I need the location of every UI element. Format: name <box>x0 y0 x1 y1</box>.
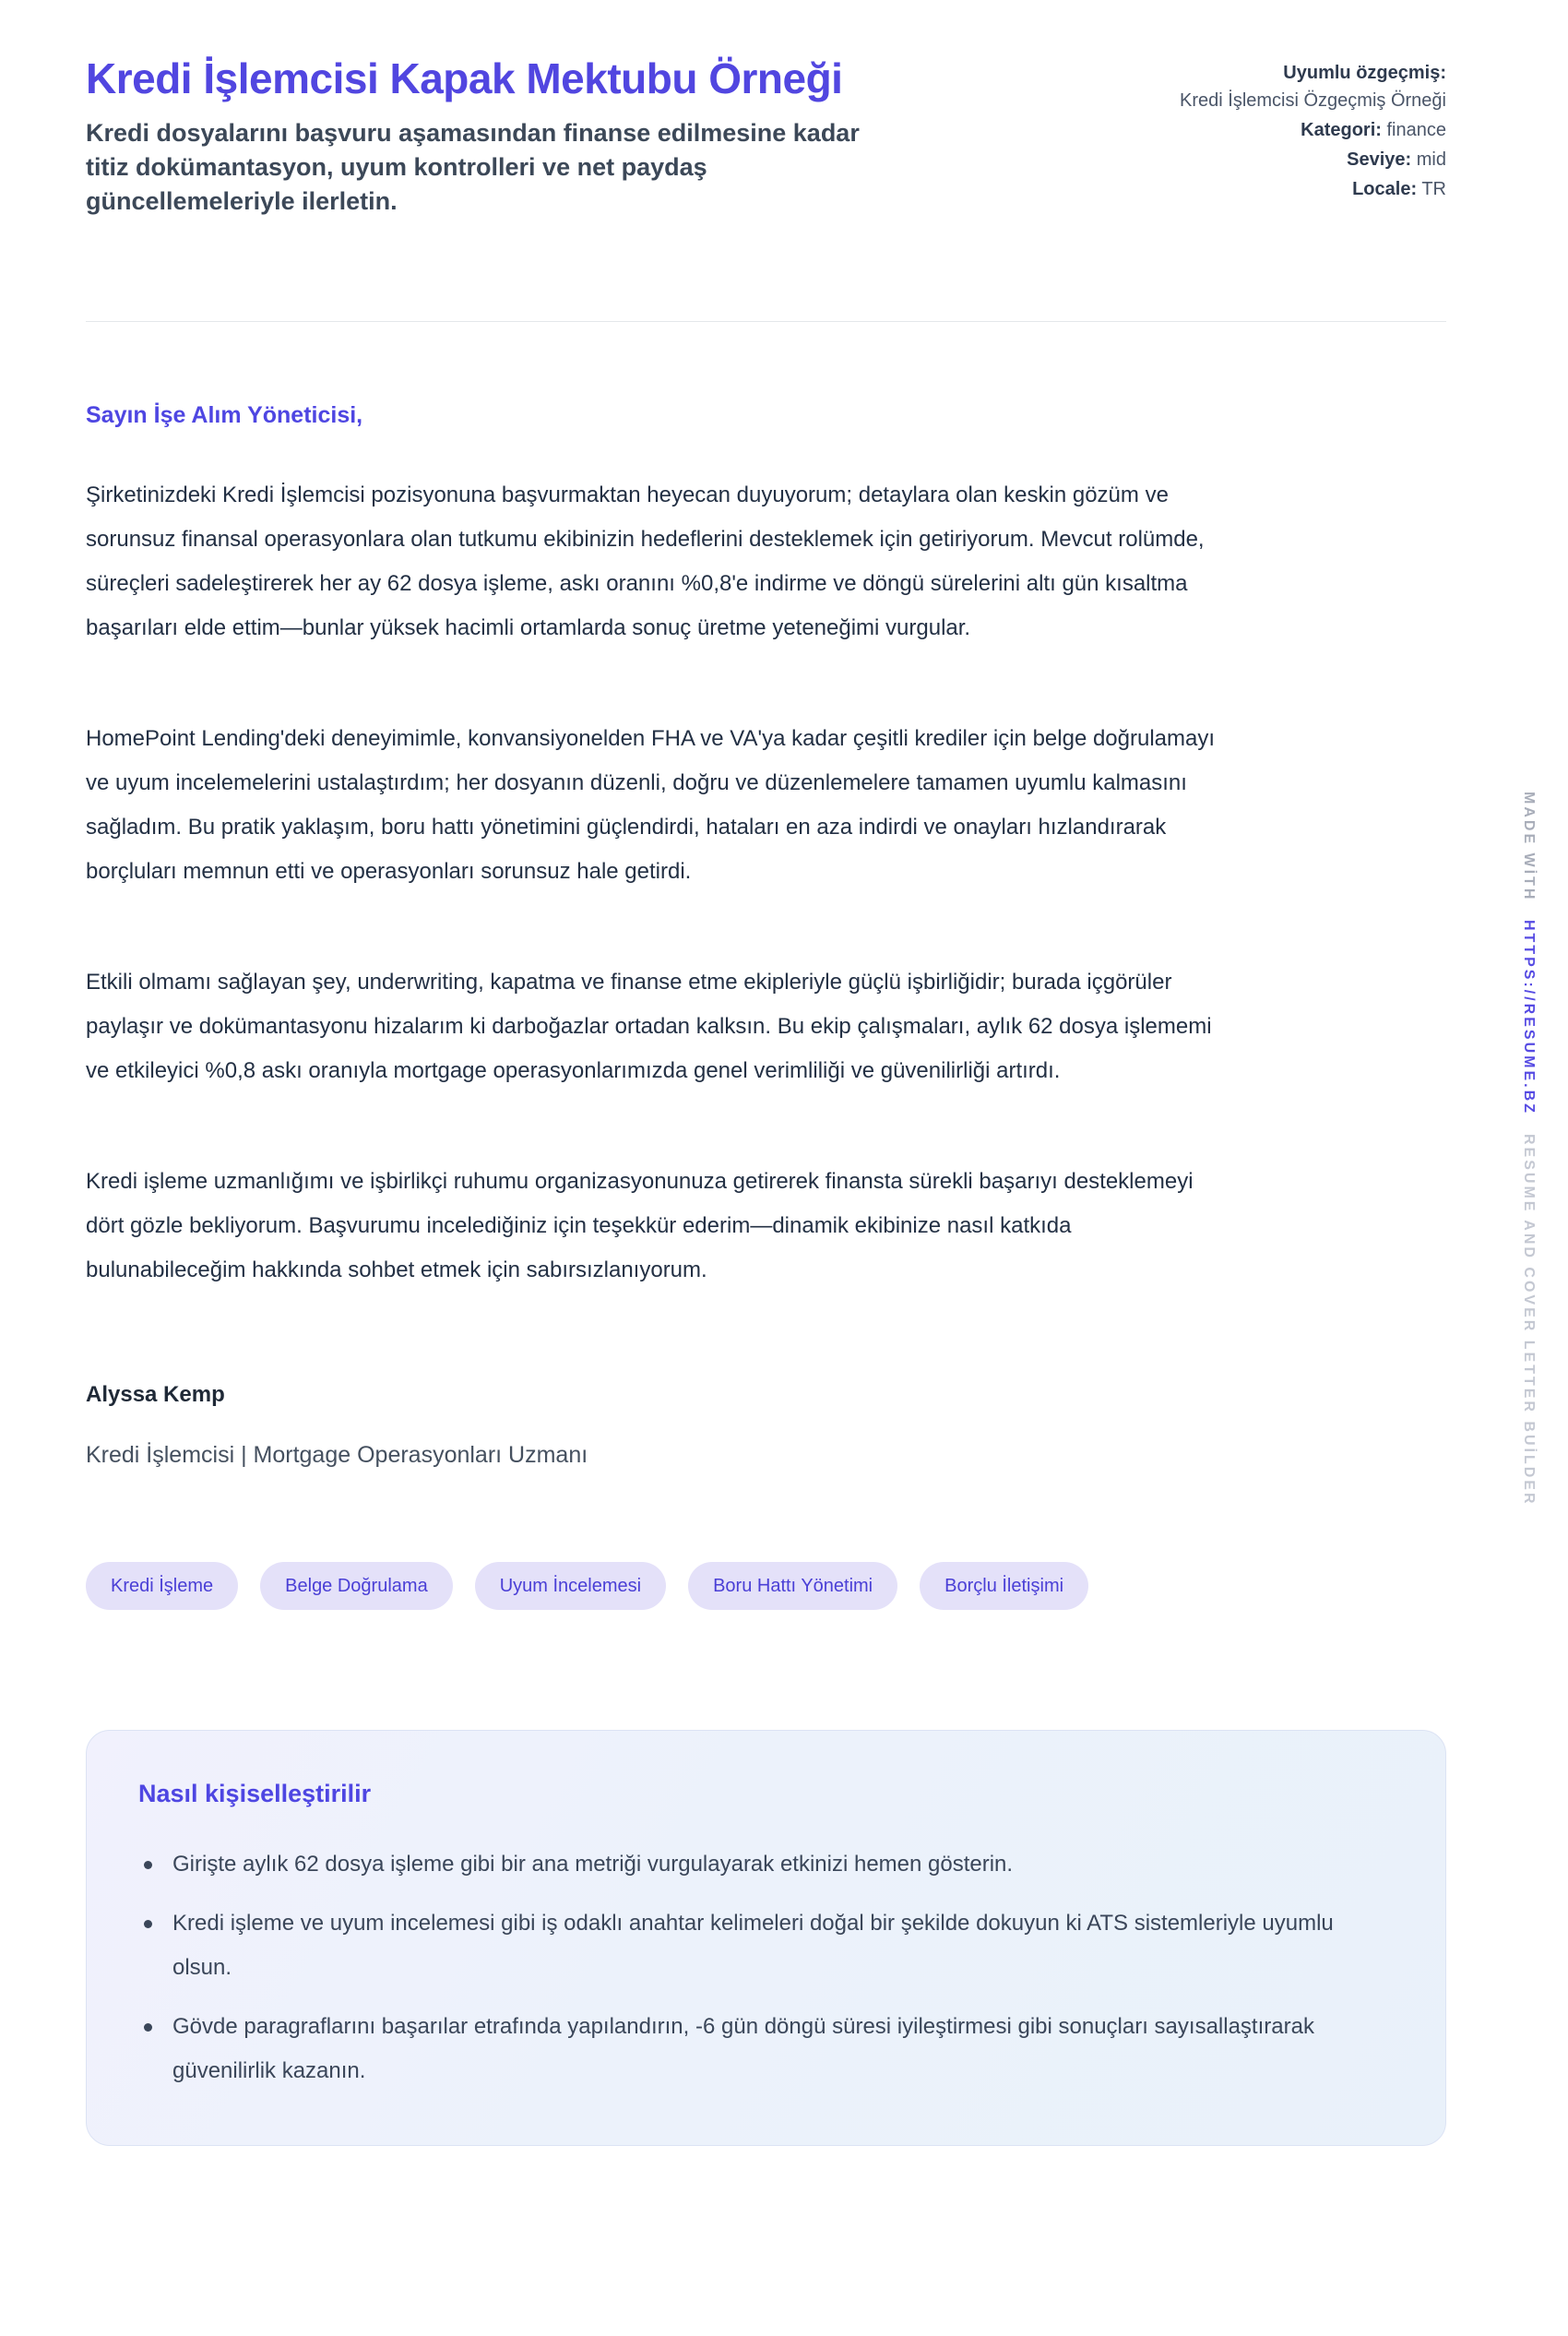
skill-tag[interactable]: Borçlu İletişimi <box>920 1562 1088 1610</box>
meta-value: Kredi İşlemcisi Özgeçmiş Örneği <box>1180 90 1446 111</box>
bullet-item <box>138 1842 1394 1887</box>
bullet-text: Girişte aylık 62 dosya işleme gibi bir ana metriği vurgulayarak etkinizi hemen gösterin. <box>172 1852 1014 1877</box>
personalize-card <box>86 1730 1446 2146</box>
meta-row-locale <box>1179 175 1446 203</box>
bullet-dot-icon <box>144 1861 152 1869</box>
skill-tag[interactable]: Kredi İşleme <box>86 1562 238 1610</box>
watermark-site-link[interactable]: HTTPS://RESUME.BZ <box>1521 920 1537 1116</box>
personalize-bullet-list <box>138 1842 1394 2093</box>
bullet-dot-icon <box>144 1920 152 1928</box>
letter-paragraph: HomePoint Lending'deki deneyimimle, konvansiyonelden FHA ve VA'ya kadar çeşitli krediler için belge doğrulamayı ve uyum incelemelerini ustalaştırdım; her dosyanın düzenli, doğru ve düzenlemelere tamamen uyumlu kalmasını sağladım. Bu pratik yaklaşım, boru hattı yönetimini güçlendirdi, hataları en aza indirdi ve onayları hızlandırarak borçluları memnun etti ve operasyonları sorunsuz hale getirdi. <box>86 726 1216 884</box>
meta-label: Kategori: <box>1301 120 1382 140</box>
header-left <box>86 54 879 219</box>
personalize-card-title: Nasıl kişiselleştirilir <box>138 1780 372 1807</box>
meta-row-level <box>1179 146 1446 173</box>
header <box>86 54 1446 279</box>
meta-value: finance <box>1386 120 1446 140</box>
letter-paragraph: Şirketinizdeki Kredi İşlemcisi pozisyonuna başvurmaktan heyecan duyuyorum; detaylara olan keskin gözüm ve sorunsuz finansal operasyonlara olan tutkumu ekibinizin hedeflerini desteklemek için getiriyorum. Mevcut rolümde, süreçleri sadeleştirerek her ay 62 dosya işleme, askı oranını %0,8'e indirme ve döngü sürelerini altı gün kısaltma başarıları elde ettim—bunlar yüksek hacimli ortamlarda sonuç üretme yeteneğimi vurgular. <box>86 483 1205 640</box>
skill-tag[interactable]: Belge Doğrulama <box>260 1562 453 1610</box>
watermark-prefix: MADE WİTH <box>1521 792 1537 902</box>
meta-block <box>1179 54 1446 205</box>
header-divider <box>86 321 1446 322</box>
signature-role: Kredi İşlemcisi | Mortgage Operasyonları Uzmanı <box>86 1442 588 1468</box>
letter-greeting: Sayın İşe Alım Yöneticisi, <box>86 402 363 428</box>
watermark-suffix: RESUME AND COVER LETTER BUİLDER <box>1521 1134 1537 1507</box>
bullet-item <box>138 2005 1394 2093</box>
signature-name: Alyssa Kemp <box>86 1382 225 1407</box>
page-subtitle: Kredi dosyalarını başvuru aşamasından finanse edilmesine kadar titiz dokümantasyon, uyum kontrolleri ve net paydaş güncellemeleriyle ilerletin. <box>86 119 860 215</box>
bullet-item <box>138 1901 1394 1990</box>
meta-value: TR <box>1421 179 1446 199</box>
bullet-text: Kredi işleme ve uyum incelemesi gibi iş odaklı anahtar kelimeleri doğal bir şekilde dokuyun ki ATS sistemleriyle uyumlu olsun. <box>172 1911 1334 1980</box>
skill-tags-row <box>86 1562 1446 1610</box>
letter-body <box>86 473 1234 1293</box>
meta-row-category <box>1179 116 1446 144</box>
meta-label: Seviye: <box>1347 149 1412 170</box>
page-title: Kredi İşlemcisi Kapak Mektubu Örneği <box>86 54 843 102</box>
meta-label: Locale: <box>1352 179 1418 199</box>
bullet-text: Gövde paragraflarını başarılar etrafında yapılandırın, -6 gün döngü süresi iyileştirmesi gibi sonuçları sayısallaştırarak güvenilirlik kazanın. <box>172 2014 1314 2083</box>
skill-tag[interactable]: Boru Hattı Yönetimi <box>688 1562 897 1610</box>
meta-label: Uyumlu özgeçmiş: <box>1283 63 1446 83</box>
letter-section <box>86 401 1446 1470</box>
meta-value: mid <box>1416 149 1446 170</box>
bullet-dot-icon <box>144 2023 152 2032</box>
meta-row-matching-resume <box>1179 59 1446 114</box>
made-with-watermark <box>1520 792 1537 1507</box>
letter-paragraph: Kredi işleme uzmanlığımı ve işbirlikçi ruhumu organizasyonunuza getirerek finansta sürekli başarıyı desteklemeyi dört gözle bekliyorum. Başvurumu incelediğiniz için teşekkür ederim—dinamik ekibinize nasıl katkıda bulunabileceğim hakkında sohbet etmek için sabırsızlanıyorum. <box>86 1169 1194 1282</box>
letter-paragraph: Etkili olmamı sağlayan şey, underwriting, kapatma ve finanse etme ekipleriyle güçlü işbirliğidir; burada içgörüler paylaşır ve dokümantasyonu hizalarım ki darboğazlar ortadan kalksın. Bu ekip çalışmaları, aylık 62 dosya işlememi ve etkileyici %0,8 askı oranıyla mortgage operasyonlarımızda genel verimliliği ve güvenilirliği artırdı. <box>86 970 1212 1083</box>
skill-tag[interactable]: Uyum İncelemesi <box>475 1562 666 1610</box>
